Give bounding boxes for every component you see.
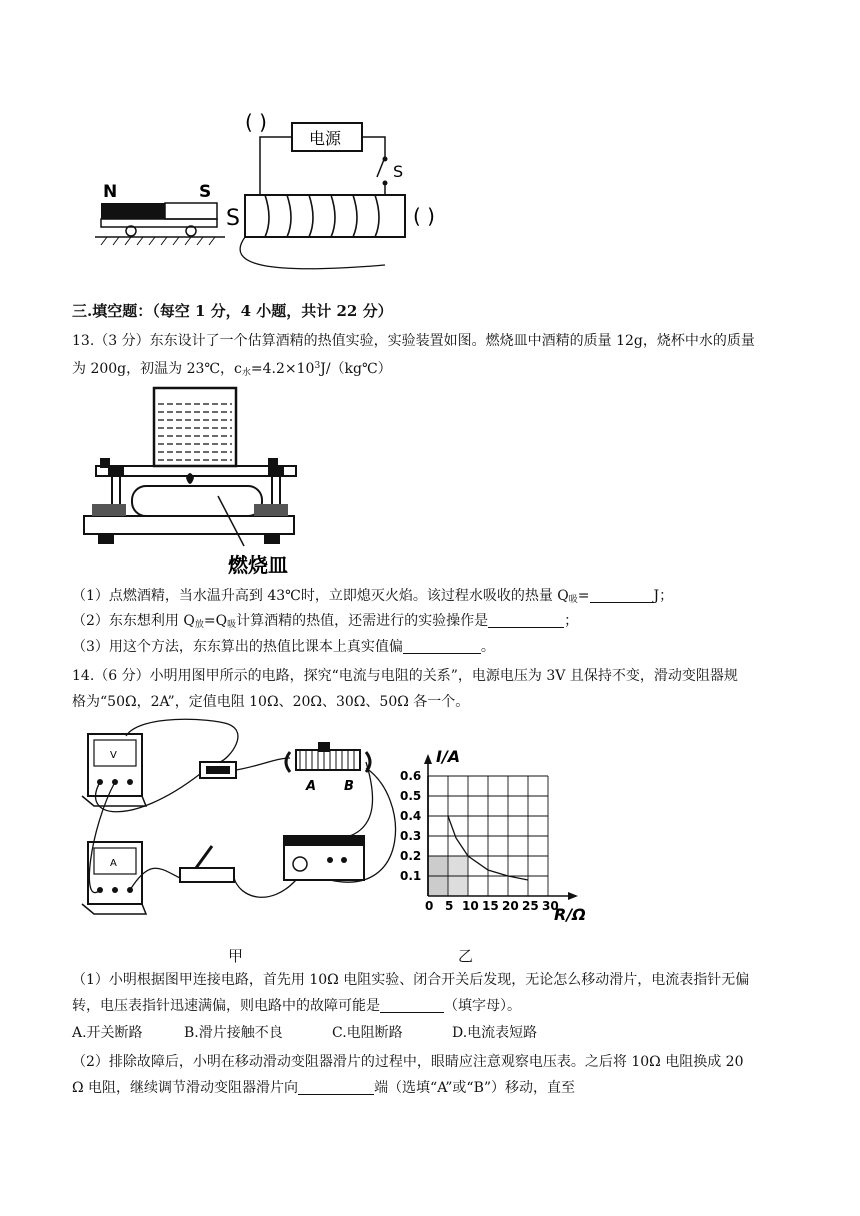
option-a[interactable]: A.开关断路	[72, 1025, 143, 1041]
x-tick-label: 15	[482, 899, 499, 913]
electromagnet-figure	[95, 105, 455, 285]
x-tick-label: 30	[542, 899, 559, 913]
q14-p1-line2: 转，电压表指针迅速满偏，则电路中的故障可能是 （填字母）。	[72, 998, 521, 1014]
q14-line2: 格为“50Ω，2A”，定值电阻 10Ω、20Ω、30Ω、50Ω 各一个。	[72, 694, 470, 710]
wire-left	[260, 137, 292, 195]
y-tick-label: 0.4	[400, 809, 422, 823]
voltmeter	[88, 734, 142, 796]
magnet-north-half	[101, 203, 165, 219]
y-tick-label: 0.5	[400, 789, 422, 803]
section-title: 三.填空题：（每空 1 分，4 小题，共计 22 分）	[72, 302, 393, 320]
base-board	[84, 516, 294, 534]
water-pattern	[158, 404, 232, 460]
voltmeter-mark: V	[110, 750, 117, 761]
rheostat-b-label: B	[344, 779, 354, 794]
connecting-wires	[89, 719, 395, 897]
flame	[186, 473, 194, 484]
rheostat-a-label: A	[306, 779, 317, 794]
blank-3[interactable]	[403, 639, 481, 654]
q14-line1: 14.（6 分）小明用图甲所示的电路，探究“电流与电阻的关系”，电源电压为 3V 且保持不变，滑动变阻器规	[72, 668, 738, 684]
wire-right	[362, 137, 385, 157]
option-c[interactable]: C.电阻断路	[332, 1025, 403, 1041]
q13-p3: （3）用这个方法，东东算出的热值比课本上真实值偏 。	[72, 639, 495, 655]
q14-p2-line2: Ω 电阻，继续调节滑动变阻器滑片向 端（选填“A”或“B”）移动，直至	[72, 1080, 576, 1096]
switch	[180, 868, 234, 882]
magnet-s-label: S	[199, 182, 212, 202]
switch-label: S	[393, 162, 404, 181]
q14-options	[72, 1023, 537, 1043]
q13-line1: 13.（3 分）东东设计了一个估算酒精的热值实验，实验装置如图。燃烧皿中酒精的质量 12g，烧杯中水的质量	[72, 333, 755, 349]
blank-1[interactable]	[590, 588, 654, 603]
q13-p2: （2）东东想利用 $Q_放=Q_吸$计算酒精的热值，还需进行的实验操作是 ；	[72, 613, 579, 630]
q14-p1-line1: （1）小明根据图甲连接电路，首先用 10Ω 电阻实验、闭合开关后发现，无论怎么移动滑片，电流表指针无偏	[72, 972, 750, 988]
left-pole-label: S	[226, 206, 240, 231]
ir-graph	[398, 748, 598, 926]
magnet-south-half	[165, 203, 217, 219]
q13-p1: （1）点燃酒精，当水温升高到 43℃时，立即熄灭火焰。该过程水吸收的热量 $Q_吸= J$；	[72, 588, 674, 605]
x-axis-label: R/Ω	[554, 905, 586, 924]
q14-p2-line1: （2）排除故障后，小明在移动滑动变阻器滑片的过程中，眼睛应注意观察电压表。之后将 10Ω 电阻换成 20	[72, 1054, 744, 1070]
graph-grid	[424, 754, 578, 900]
coil-windings	[265, 195, 379, 237]
figure-jia-label: 甲	[228, 947, 244, 965]
x-tick-label: 5	[445, 899, 454, 913]
x-tick-label: 0	[425, 899, 434, 913]
cart-body	[101, 219, 217, 227]
y-tick-label: 0.1	[400, 869, 422, 883]
figure-yi-label: 乙	[458, 947, 474, 965]
paren-top: ( )	[245, 110, 267, 134]
y-axis-label: I/A	[436, 748, 461, 766]
option-b[interactable]: B.滑片接触不良	[184, 1025, 283, 1041]
x-tick-label: 25	[522, 899, 539, 913]
paren-right: ( )	[413, 204, 435, 228]
magnet-n-label: N	[103, 182, 118, 202]
power-label: 电源	[309, 129, 342, 148]
label-pointer	[218, 496, 244, 546]
blank-2[interactable]	[488, 613, 564, 628]
blank-5[interactable]	[298, 1080, 374, 1095]
beaker	[154, 388, 236, 466]
x-tick-label: 20	[502, 899, 519, 913]
y-tick-label: 0.6	[400, 769, 422, 783]
blank-4[interactable]	[380, 998, 444, 1013]
q13-line2: 为 200g，初温为 23℃，$c_水=4.2\times 10^3J/(kg℃)$	[72, 361, 392, 378]
ammeter-mark: A	[110, 858, 117, 869]
ammeter	[88, 842, 142, 904]
stand-platform	[96, 466, 296, 476]
x-axis-arrow	[568, 892, 578, 900]
option-d[interactable]: D.电流表短路	[452, 1025, 538, 1041]
y-tick-label: 0.2	[400, 849, 422, 863]
wire-bottom	[240, 237, 385, 269]
circuit-figure	[80, 718, 400, 918]
y-tick-label: 0.3	[400, 829, 422, 843]
burner-label: 燃烧皿	[228, 553, 288, 577]
burner-dish	[132, 486, 262, 516]
burner-apparatus-figure	[78, 378, 318, 578]
y-axis-arrow	[424, 754, 432, 764]
x-tick-label: 10	[462, 899, 479, 913]
